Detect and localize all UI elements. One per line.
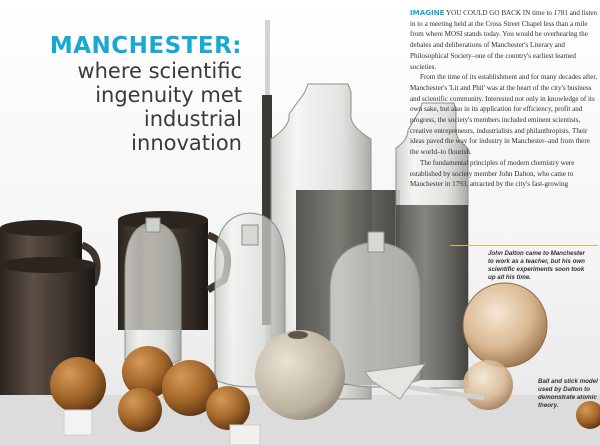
headline-sub-line: ingenuity met xyxy=(95,83,242,107)
caption-dalton: John Dalton came to Manchester to work as a teacher, but his own scientific experiments soon took up all his time. xyxy=(488,250,585,281)
headline-sub-line: innovation xyxy=(131,131,242,155)
article-paragraph-3: The fundamental principles of modern chemistry were established by society member John Dalton, who came to Manchester in 1793, attracted by the city's fast-growing xyxy=(410,158,575,189)
paragraph-1-text: time to 1781 and listen in to a meeting held at the Cross Street Chapel less than a mile from where MOSI stands today. You would be overhearing the debates and deliberations of Manchester's Literary and Philosophical Society–one of the country's earliest learned societies. xyxy=(410,9,598,71)
lead-word: IMAGINE xyxy=(410,8,445,17)
caption-rule xyxy=(450,245,598,246)
article-body xyxy=(410,8,598,190)
headline-main: MANCHESTER: xyxy=(49,33,242,59)
article-paragraph-2: From the time of its establishment and for many decades after, Manchester's 'Lit and Phil' was at the heart of the city's business and scientific community. Interested not only in knowledge of its own sake, but also in its application for efficiency, profit and progress, the society's members included eminent scientists, creative entrepreneurs, industrialists and philanthropists. Their ideas paved the way for industry in Manchester–and from there the world–to flourish. xyxy=(410,73,598,157)
headline-sub-line: industrial xyxy=(143,107,242,131)
headline xyxy=(2,33,242,155)
article-paragraph-1 xyxy=(410,8,598,72)
lead-rest: YOU COULD GO BACK IN xyxy=(444,9,531,17)
headline-sub-line: where scientific xyxy=(77,59,242,83)
caption-ball-and-stick-model: Ball and stick model used by Dalton to demonstrate atomic theory. xyxy=(538,378,598,409)
